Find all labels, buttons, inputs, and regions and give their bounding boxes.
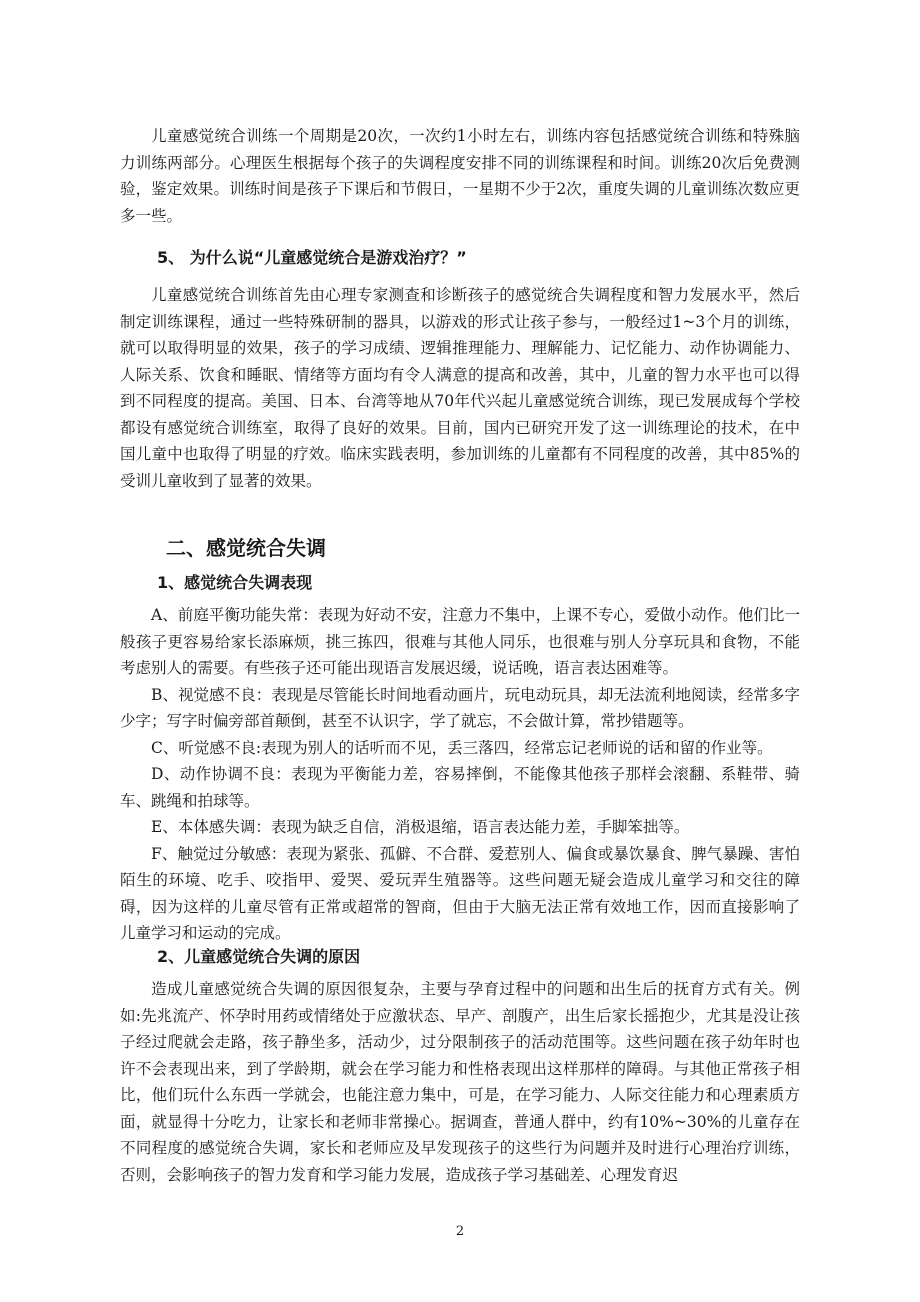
- causes-section: [120, 976, 800, 1188]
- sub2-heading: 2、儿童感觉统合失调的原因: [157, 947, 361, 966]
- symptoms-list: [120, 602, 800, 947]
- symptom-item-b: B、视觉感不良：表现是尽管能长时间地看动画片，玩电动玩具，却无法流利地阅读，经常多字少字；写字时偏旁部首颠倒，甚至不认识字，学了就忘，不会做计算，常抄错题等。: [120, 685, 800, 730]
- symptom-item-f: F、触觉过分敏感：表现为紧张、孤僻、不合群、爱惹别人、偏食或暴饮暴食、脾气暴躁、害怕陌生的环境、吃手、咬指甲、爱哭、爱玩弄生殖器等。这些问题无疑会造成儿童学习和交往的障碍，因为这样的儿童尽管有正常或超常的智商，但由于大脑无法正常有效地工作，因而直接影响了儿童学习和运动的完成。: [120, 844, 800, 942]
- symptom-item-c: C、听觉感不良:表现为别人的话听而不见，丢三落四，经常忘记老师说的话和留的作业等。: [151, 738, 773, 757]
- symptom-item-e: E、本体感失调：表现为缺乏自信，消极退缩，语言表达能力差，手脚笨拙等。: [151, 818, 690, 836]
- section2-heading: 二、感觉统合失调: [166, 536, 326, 560]
- sub1-heading-block: [120, 570, 800, 593]
- sub2-heading-block: [120, 944, 800, 967]
- q5-heading-block: [120, 245, 800, 268]
- page-number: 2: [455, 1224, 465, 1239]
- symptom-item-d: D、动作协调不良：表现为平衡能力差，容易摔倒，不能像其他孩子那样会滚翻、系鞋带、骑车、跳绳和拍球等。: [120, 765, 800, 810]
- intro-paragraph: 儿童感觉统合训练一个周期是20次，一次约1小时左右，训练内容包括感觉统合训练和特殊脑力训练两部分。心理医生根据每个孩子的失调程度安排不同的训练课程和时间。训练20次后免费测验，鉴定效果。训练时间是孩子下课后和节假日，一星期不少于2次，重度失调的儿童训练次数应更多一些。: [120, 127, 800, 225]
- symptom-item-a: A、前庭平衡功能失常：表现为好动不安，注意力不集中，上课不专心，爱做小动作。他们比一般孩子更容易给家长添麻烦，挑三拣四，很难与其他人同乐，也很难与别人分享玩具和食物，不能考虑别人的需要。有些孩子还可能出现语言发展迟缓，说话晚，语言表达困难等。: [120, 606, 800, 677]
- causes-paragraph: 造成儿童感觉统合失调的原因很复杂，主要与孕育过程中的问题和出生后的抚育方式有关。例如:先兆流产、怀孕时用药或情绪处于应激状态、早产、剖腹产，出生后家长摇抱少，尤其是没让孩子经过爬就会走路，孩子静坐多，活动少，过分限制孩子的活动范围等。这些问题在孩子幼年时也许不会表现出来，到了学龄期，就会在学习能力和性格表现出这样那样的障碍。与其他正常孩子相比，他们玩什么东西一学就会，也能注意力集中，可是，在学习能力、人际交往能力和心理素质方面，就显得十分吃力，让家长和老师非常操心。据调查，普通人群中，约有10%~30%的儿童存在不同程度的感觉统合失调，家长和老师应及早发现孩子的这些行为问题并及时进行心理治疗训练，否则，会影响孩子的智力发育和学习能力发展，造成孩子学习基础差、心理发育迟: [120, 980, 800, 1184]
- q5-paragraph: 儿童感觉统合训练首先由心理专家测查和诊断孩子的感觉统合失调程度和智力发展水平，然后制定训练课程，通过一些特殊研制的器具，以游戏的形式让孩子参与，一般经过1~3个月的训练，就可以取得明显的效果，孩子的学习成绩、逻辑推理能力、理解能力、记忆能力、动作协调能力、人际关系、饮食和睡眠、情绪等方面均有令人满意的提高和改善，其中，儿童的智力水平也可以得到不同程度的提高。美国、日本、台湾等地从70年代兴起儿童感觉统合训练，现已发展成每个学校都设有感觉统合训练室，取得了良好的效果。目前，国内已研究开发了这一训练理论的技术，在中国儿童中也取得了明显的疗效。临床实践表明，参加训练的儿童都有不同程度的改善，其中85%的受训儿童收到了显著的效果。: [120, 286, 800, 490]
- sub1-heading: 1、感觉统合失调表现: [157, 573, 313, 592]
- section2-heading-block: [120, 532, 800, 561]
- q5-section: [120, 282, 800, 494]
- intro-section: [120, 123, 800, 229]
- q5-heading: 5、 为什么说“儿童感觉统合是游戏治疗？”: [157, 248, 467, 267]
